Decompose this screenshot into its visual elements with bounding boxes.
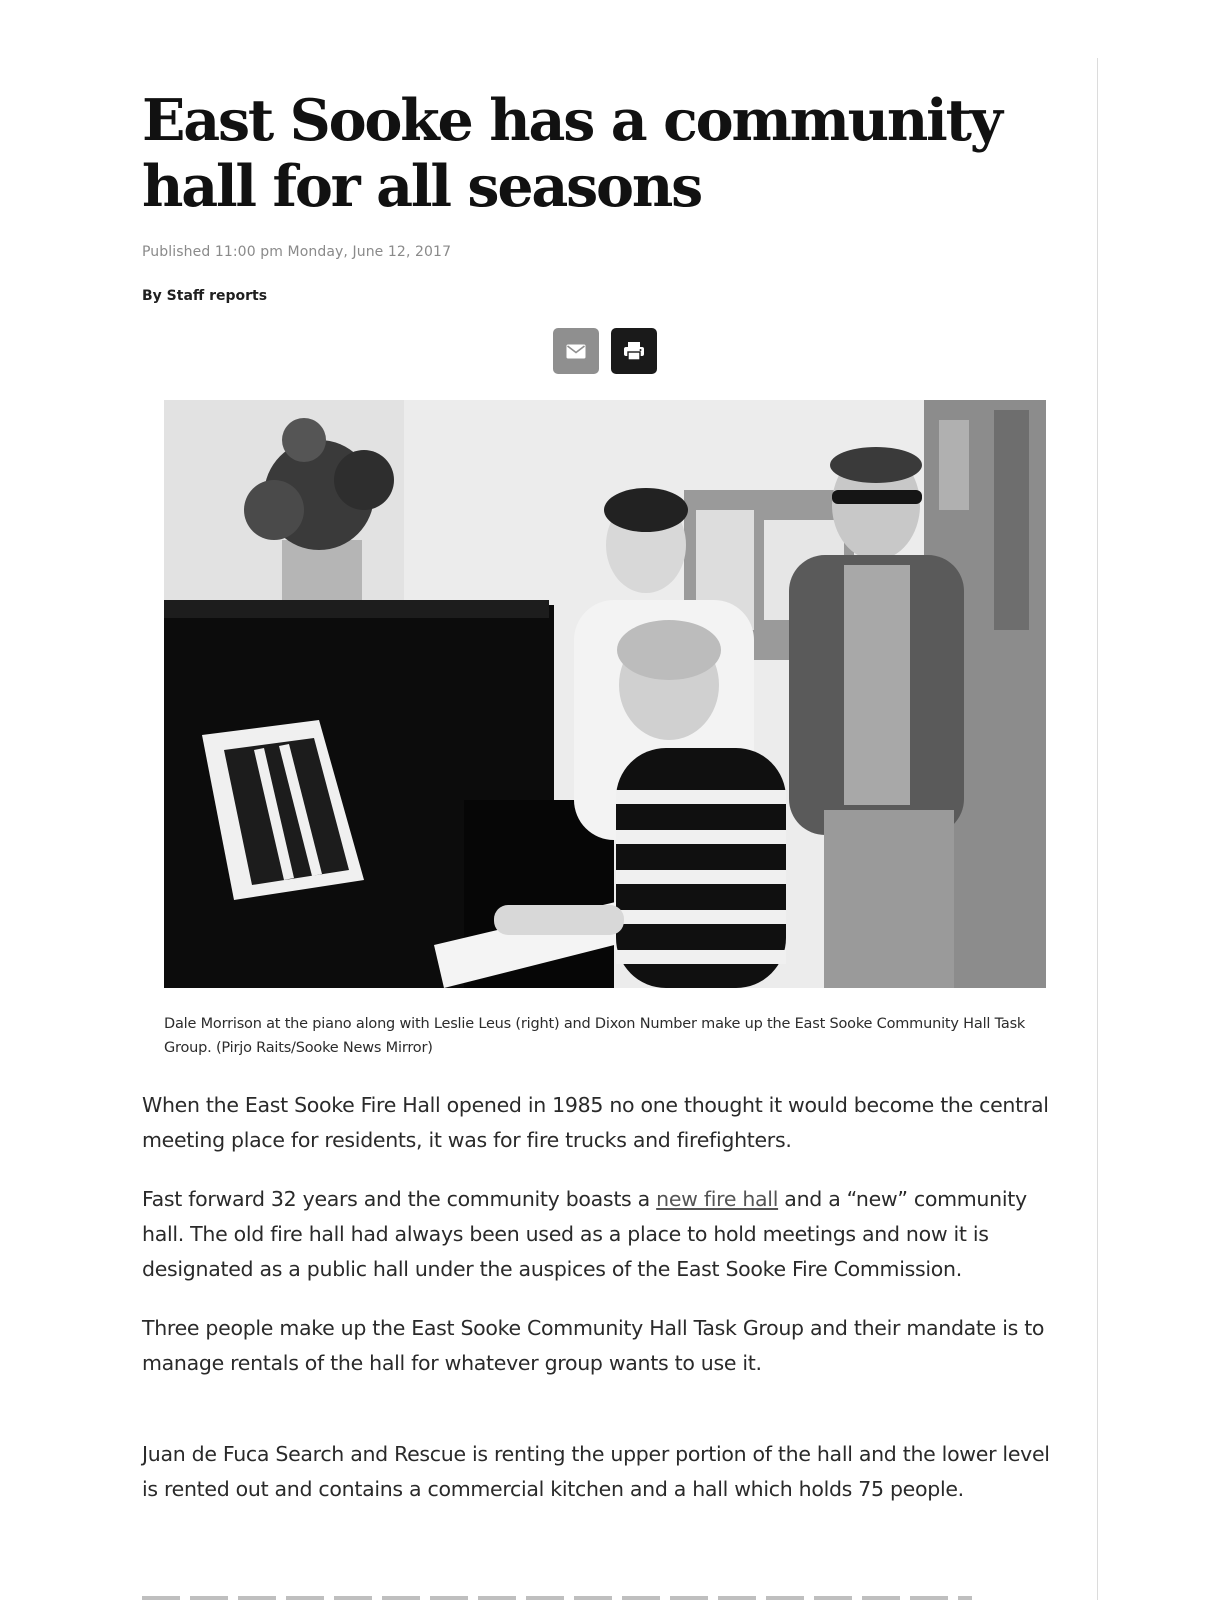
published-date: Published 11:00 pm Monday, June 12, 2017	[142, 244, 452, 260]
article	[142, 87, 1062, 1501]
printer-icon	[623, 341, 645, 361]
paragraph-3: Three people make up the East Sooke Community Hall Task Group and their mandate is to manage rentals of the hall for whatever group wants to use it.	[142, 1316, 1045, 1375]
sidebar-divider	[1097, 58, 1098, 1600]
paragraph-1: When the East Sooke Fire Hall opened in 1985 no one thought it would become the central meeting place for residents, it was for fire trucks and firefighters.	[142, 1093, 1049, 1152]
paragraph-4: Juan de Fuca Search and Rescue is renting the upper portion of the hall and the lower level is rented out and contains a commercial kitchen and a hall which holds 75 people.	[142, 1442, 1050, 1501]
byline: By Staff reports	[142, 288, 268, 304]
share-buttons	[553, 328, 657, 374]
headline: East Sooke has a community hall for all seasons	[142, 87, 1001, 220]
new-fire-hall-link[interactable]: new fire hall	[656, 1187, 779, 1211]
photo-caption: Dale Morrison at the piano along with Leslie Leus (right) and Dixon Number make up the East Sooke Community Hall Task Group. (Pirjo Raits/Sooke News Mirror)	[164, 1016, 1026, 1056]
paragraph-2	[142, 1182, 1062, 1287]
paragraph-2-text-end: and a “new” community hall. The old fire hall had always been used as a place to hold meetings and now it is designated as a public hall under the auspices of the East Sooke Fire Commission.	[142, 1187, 1027, 1281]
print-button[interactable]	[611, 328, 657, 374]
envelope-icon	[566, 344, 586, 359]
article-photo	[164, 400, 1046, 988]
paragraph-2-text-start: Fast forward 32 years and the community boasts a	[142, 1187, 657, 1211]
article-body	[142, 1088, 1062, 1531]
email-share-button[interactable]	[553, 328, 599, 374]
cropped-text-line	[142, 1584, 972, 1600]
